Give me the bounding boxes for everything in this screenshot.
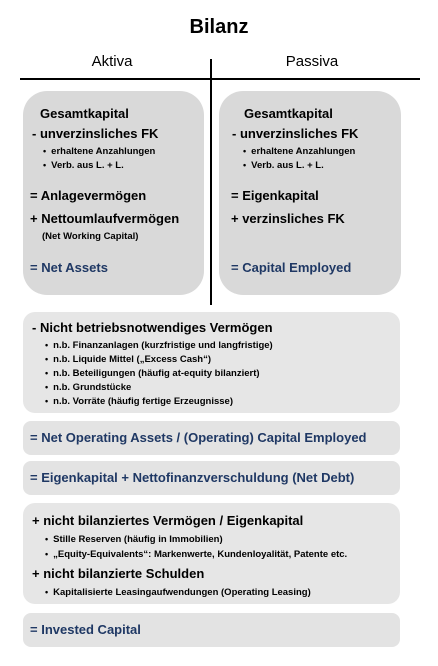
passiva-line-verzinslich: + verzinsliches FK: [231, 211, 345, 226]
passiva-line-unverzinslich: - unverzinsliches FK: [232, 126, 359, 141]
aktiva-line-anlagevermoegen: = Anlagevermögen: [30, 188, 147, 203]
passiva-line-gesamtkapital: Gesamtkapital: [244, 106, 333, 121]
passiva-line-eigenkapital: = Eigenkapital: [231, 188, 319, 203]
aktiva-line-unverzinslich: - unverzinsliches FK: [32, 126, 159, 141]
aktiva-line-nwc: (Net Working Capital): [42, 231, 139, 242]
aktiva-bullet-2: • Verb. aus L. + L.: [43, 160, 124, 171]
list-item: • n.b. Liquide Mittel („Excess Cash“): [45, 354, 211, 365]
list-item: • „Equity-Equivalents“: Markenwerte, Kundenloyalität, Patente etc.: [45, 549, 348, 560]
list-item: • n.b. Beteiligungen (häufig at-equity bilanziert): [45, 368, 260, 379]
off-balance-panel: [23, 503, 400, 604]
aktiva-line-nettoumlauf: + Nettoumlaufvermögen: [30, 211, 180, 226]
list-item: • n.b. Finanzanlagen (kurzfristige und langfristige): [45, 340, 273, 351]
diagram-title: Bilanz: [189, 16, 249, 38]
passiva-box: [219, 91, 401, 295]
list-item: • n.b. Grundstücke: [45, 382, 132, 393]
aktiva-header: Aktiva: [91, 53, 133, 70]
non-operating-heading: - Nicht betriebsnotwendiges Vermögen: [32, 320, 273, 335]
passiva-bullet-2: • Verb. aus L. + L.: [243, 160, 324, 171]
aktiva-result-net-assets: = Net Assets: [30, 260, 108, 275]
aktiva-bullet-1: • erhaltene Anzahlungen: [43, 146, 156, 157]
off-balance-liabilities-heading: + nicht bilanzierte Schulden: [32, 566, 205, 581]
header-divider: [20, 78, 420, 80]
list-item: • Kapitalisierte Leasingaufwendungen (Operating Leasing): [45, 587, 311, 598]
eigenkapital-net-debt-bar: [23, 461, 400, 495]
eigenkapital-net-debt-label: = Eigenkapital + Nettofinanzverschuldung (Net Debt): [30, 470, 355, 485]
non-operating-assets-panel: [23, 312, 400, 413]
passiva-result-capital-employed: = Capital Employed: [231, 260, 352, 275]
invested-capital-label: = Invested Capital: [30, 622, 141, 637]
net-operating-assets-label: = Net Operating Assets / (Operating) Capital Employed: [30, 430, 367, 445]
column-divider: [210, 59, 212, 305]
list-item: • Stille Reserven (häufig in Immobilien): [45, 534, 223, 545]
passiva-header: Passiva: [285, 53, 339, 70]
net-operating-assets-bar: [23, 421, 400, 455]
off-balance-assets-heading: + nicht bilanziertes Vermögen / Eigenkapital: [32, 513, 304, 528]
list-item: • n.b. Vorräte (häufig fertige Erzeugnisse): [45, 396, 233, 407]
passiva-bullet-1: • erhaltene Anzahlungen: [243, 146, 356, 157]
aktiva-box: [23, 91, 204, 295]
aktiva-line-gesamtkapital: Gesamtkapital: [40, 106, 129, 121]
invested-capital-bar: [23, 613, 400, 647]
